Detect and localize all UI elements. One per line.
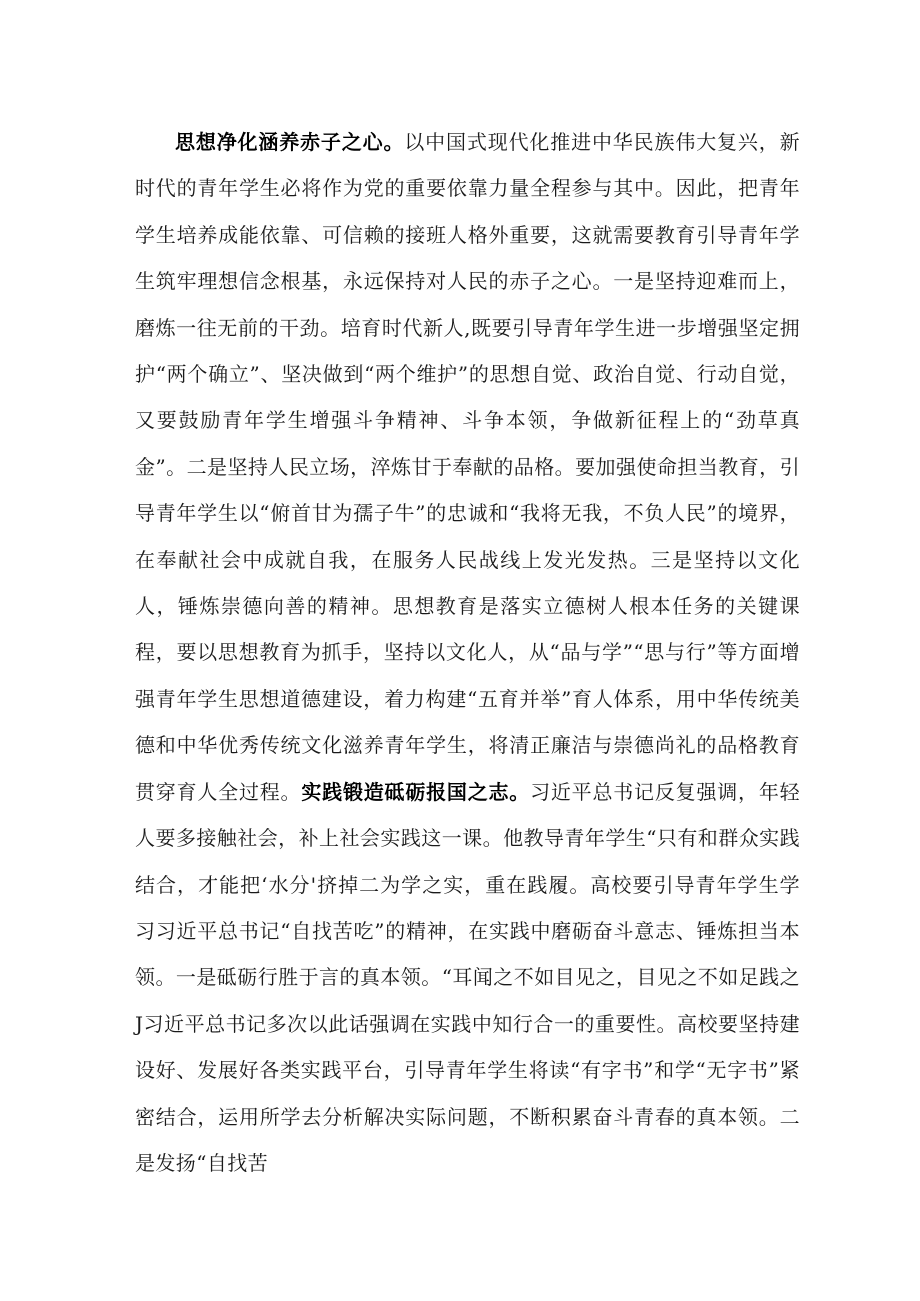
section-heading-practice-forging: 实践锻造砥砺报国之志。 <box>301 779 531 804</box>
body-paragraph <box>135 119 800 1186</box>
paragraph-text-2: 习近平总书记反复强调，年轻人要多接触社会，补上社会实践这一课。他教导青年学生“只有和群众实践结合，才能把‘水分'挤掉二为学之实，重在践履。高校要引导青年学生学习习近平总书记“自找苦吃”的精神，在实践中磨砺奋斗意志、锤炼担当本领。一是砥砺行胜于言的真本领。“耳闻之不如目见之，目见之不如足践之J习近平总书记多次以此话强调在实践中知行合一的重要性。高校要坚持建设好、发展好各类实践平台，引导青年学生将读“有字书”和学“无字书”紧密结合，运用所学去分析解决实际问题，不断积累奋斗青春的真本领。二是发扬“自找苦 <box>135 779 801 1175</box>
paragraph-text-1: 以中国式现代化推进中华民族伟大复兴，新时代的青年学生必将作为党的重要依靠力量全程参与其中。因此，把青年学生培养成能依靠、可信赖的接班人格外重要，这就需要教育引导青年学生筑牢理想信念根基，永远保持对人民的赤子之心。一是坚持迎难而上，磨炼一往无前的干劲。培育时代新人,既要引导青年学生进一步增强坚定拥护“两个确立”、坚决做到“两个维护”的思想自觉、政治自觉、行动自觉，又要鼓励青年学生增强斗争精神、斗争本领，争做新征程上的“劲草真金”。二是坚持人民立场，淬炼甘于奉献的品格。要加强使命担当教育，引导青年学生以“俯首甘为孺子牛”的忠诚和“我将无我，不负人民”的境界，在奉献社会中成就自我，在服务人民战线上发光发热。三是坚持以文化人，锤炼崇德向善的精神。思想教育是落实立德树人根本任务的关键课程，要以思想教育为抓手，坚持以文化人，从“品与学”“思与行”等方面增强青年学生思想道德建设，着力构建“五育并举”育人体系，用中华传统美德和中华优秀传统文化滋养青年学生，将清正廉洁与崇德尚礼的品格教育贯穿育人全过程。 <box>135 130 800 804</box>
section-heading-ideological-purification: 思想净化涵养赤子之心。 <box>175 130 405 154</box>
